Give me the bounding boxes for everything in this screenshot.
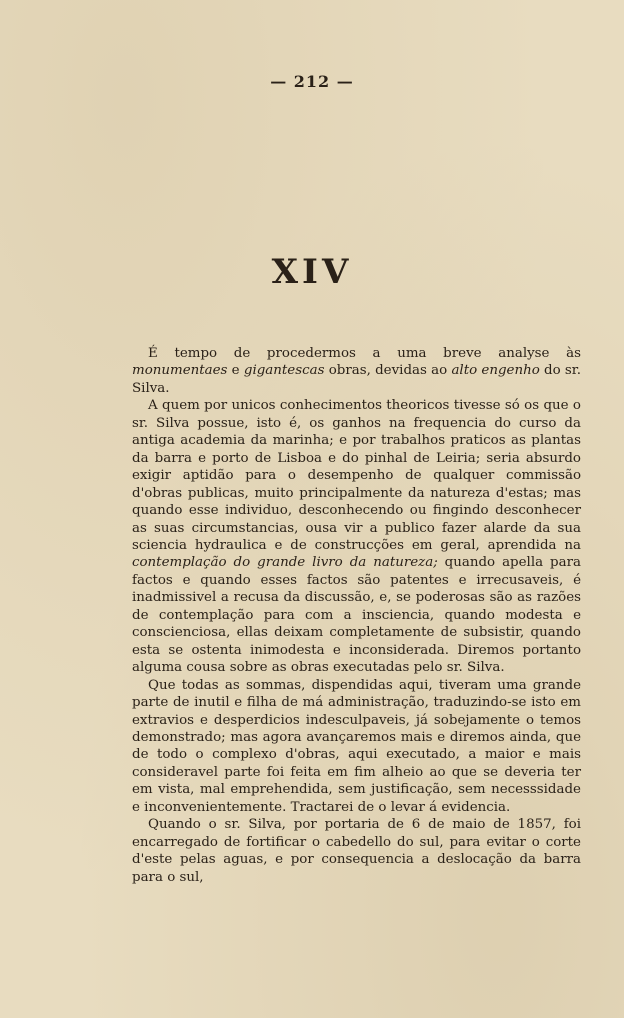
page-number: — 212 — xyxy=(270,72,354,91)
text-run: obras, devidas ao xyxy=(324,363,452,379)
text-run: É tempo de procedermos a uma breve analyse às xyxy=(148,346,581,361)
text-run: e xyxy=(227,363,244,379)
body-text xyxy=(132,345,581,886)
paragraph xyxy=(132,677,581,817)
text-run: A quem por unicos conhecimentos theoricos tivesse só os que o sr. Silva possue, isto é, os ganhos na frequencia do curso da antiga academia da marinha; e por trabalhos praticos as plantas da barra e porto de Lisboa e do pinhal de Leiria; seria absurdo exigir aptidão para o desempenho de qualquer commissão d'obras publicas, muito principalmente da natureza d'estas; mas quando esse individuo, desconhecendo ou fingindo desconhecer as suas circumstancias, ousa vir a publico fazer alarde da sua sciencia hydraulica e de construcções em geral, aprendida na xyxy=(132,398,581,553)
paragraph xyxy=(132,816,581,886)
italic-text-run: contemplação do grande livro da natureza; xyxy=(132,555,438,571)
paragraph xyxy=(132,397,581,676)
text-run: do sr. Silva. xyxy=(132,363,581,396)
italic-text-run: gigantescas xyxy=(243,363,325,379)
paragraph xyxy=(132,345,581,397)
chapter-heading: XIV xyxy=(271,252,353,292)
text-run: quando apella para factos e quando esses factos são patentes e irrecusaveis, é inadmissivel a recusa da discussão, e, se poderosas são as razões de contemplação para com a insciencia, quando modesta e conscienciosa, ellas deixam completamente de subsistir, quando esta se ostenta inimodesta e inconsiderada. Diremos portanto alguma cousa sobre as obras executadas pelo sr. Silva. xyxy=(132,555,581,676)
text-run: Que todas as sommas, dispendidas aqui, tiveram uma grande parte de inutil e filha de má administração, traduzindo-se isto em extravios e desperdicios indesculpaveis, já sobejamente o temos demonstrado; mas agora avançaremos mais e diremos ainda, que de todo o complexo d'obras, aqui executado, a maior e mais consideravel parte foi feita em fim alheio ao que se deveria ter em vista, mal emprehendida, sem justificação, sem necesssidade e inconvenientemente. Tractarei de o levar á evidencia. xyxy=(132,677,581,815)
text-run: Quando o sr. Silva, por portaria de 6 de maio de 1857, foi encarregado de fortificar o cabedello do sul, para evitar o corte d'este pelas aguas, e por consequencia a deslocação da barra para o sul, xyxy=(132,817,581,885)
italic-text-run: monumentaes xyxy=(132,363,228,379)
italic-text-run: alto engenho xyxy=(451,363,540,379)
